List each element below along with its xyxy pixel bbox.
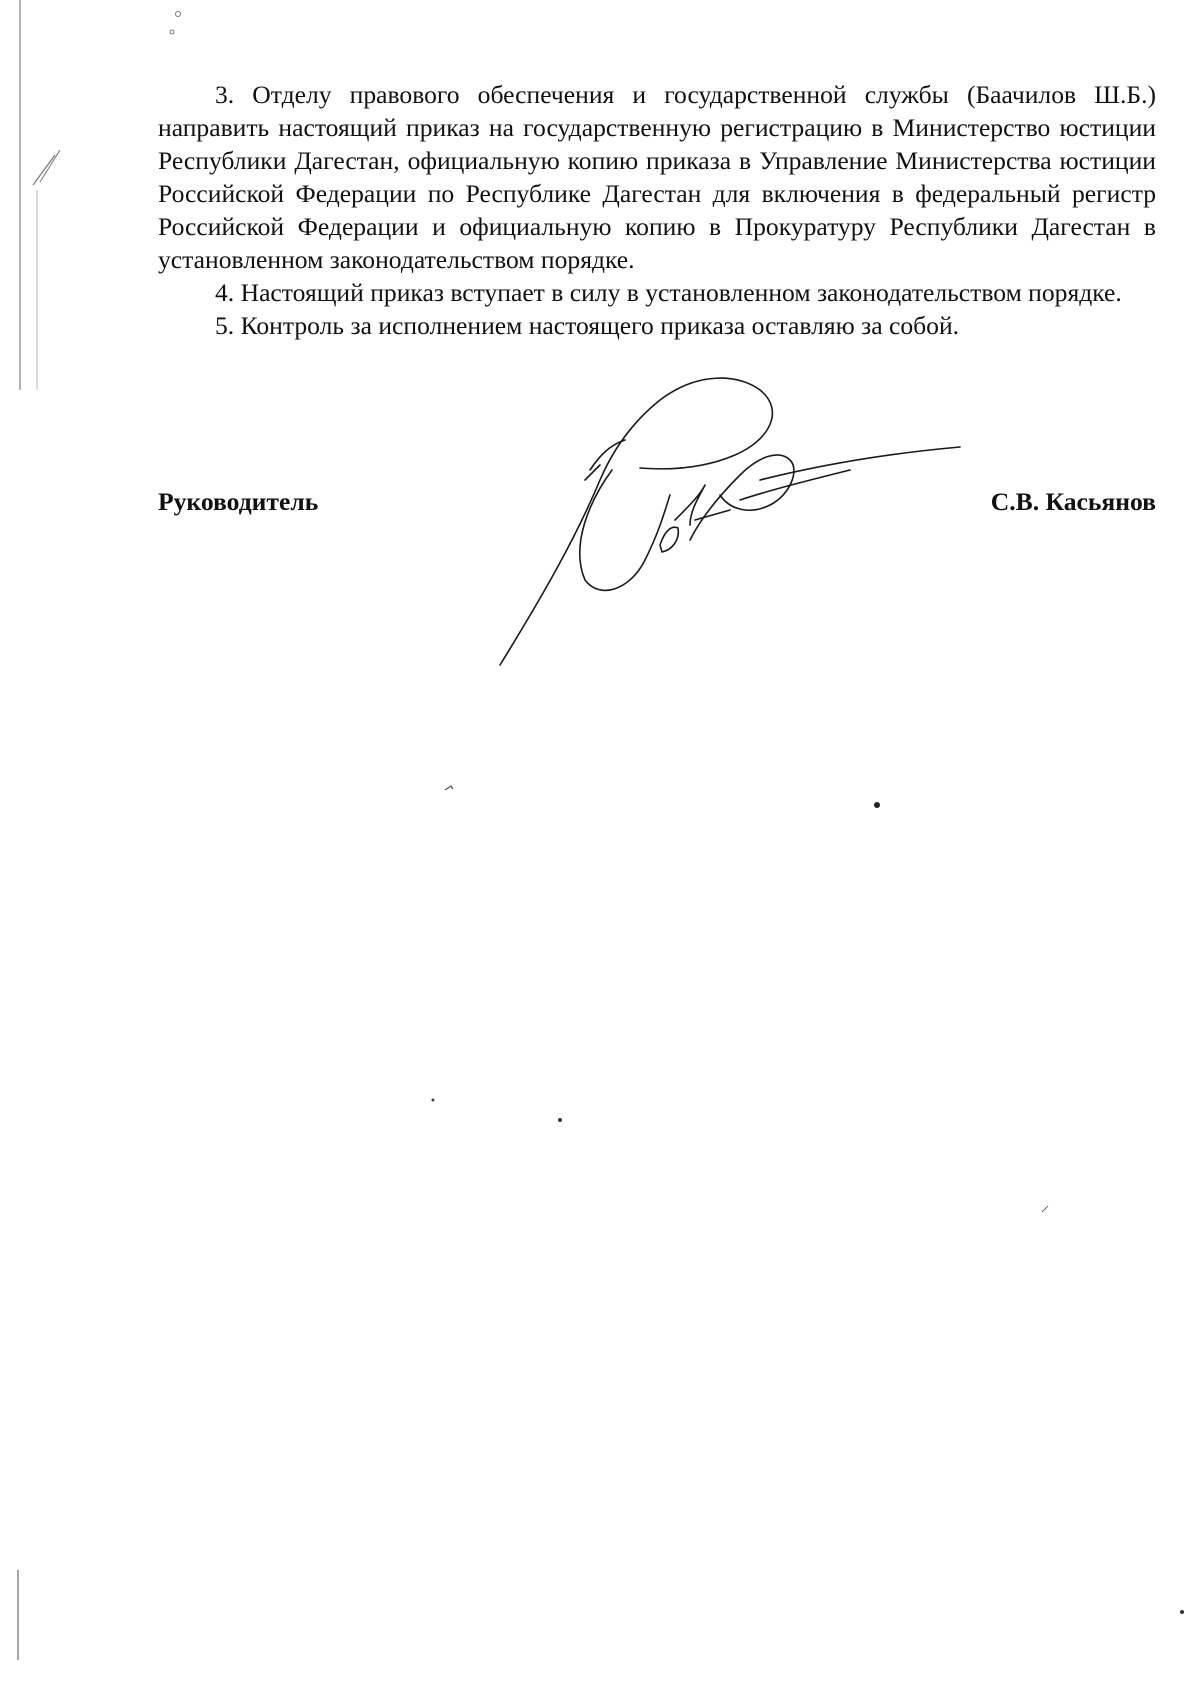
paragraph-3: 3. Отделу правового обеспечения и государственной службы (Баачилов Ш.Б.) направить настоящий приказ на государственную регистрацию в Министерство юстиции Республики Дагестан, официальную копию приказа в Управление Министерства юстиции Российской Федерации по Республике Дагестан для включения в федеральный регистр Российской Федерации и официальную копию в Прокуратуру Республики Дагестан в установленном законодательством порядке. [158, 80, 1156, 274]
signature-block [158, 485, 1156, 525]
paragraph-4: 4. Настоящий приказ вступает в силу в установленном законодательством порядке. [215, 278, 1122, 307]
paragraph-5: 5. Контроль за исполнением настоящего приказа оставляю за собой. [215, 311, 960, 340]
document-body [158, 78, 1156, 342]
signer-title: Руководитель [158, 487, 319, 516]
signer-name: С.В. Касьянов [990, 487, 1156, 516]
